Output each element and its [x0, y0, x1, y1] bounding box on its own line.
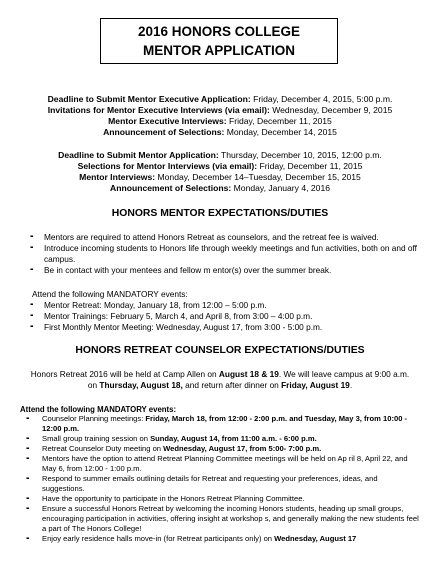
item-text: Mentors have the option to attend Retreat Planning Committee meetings will be held on Ap ril 8, April 22, and May 6, from 12:00 - 1:00 p.m.: [42, 454, 408, 473]
list-item: [26, 454, 420, 474]
bullet-icon: ▪▪: [26, 506, 29, 512]
list-item: [26, 494, 420, 504]
bullet-icon: ▪▪: [26, 496, 29, 502]
section-heading-mentor: HONORS MENTOR EXPECTATIONS/DUTIES: [111, 208, 329, 219]
event-detail: Monday, January 18, from 12:00 – 5:00 p.m.: [101, 300, 267, 310]
date-line: [0, 127, 440, 138]
list-item: [30, 300, 425, 311]
item-text: Retreat Counselor Duty meeting on: [42, 444, 164, 453]
event-name: Mentor Retreat:: [44, 300, 102, 310]
intro-text: . We will leave campus at 9:00 a.m.: [278, 369, 410, 379]
item-date: Wednesday, August 17: [274, 534, 357, 543]
list-item: [30, 311, 425, 322]
item-date: Wednesday, August 17, from 5:00- 7:00 p.m.: [163, 444, 322, 453]
bullet-icon: ▪▪: [30, 313, 33, 319]
list-item-text: Be in contact with your mentees and fellow m entor(s) over the summer break.: [44, 265, 332, 275]
date-value: Friday, December 11, 2015: [226, 116, 332, 126]
date-value: Friday, December 4, 2015, 5:00 p.m.: [250, 94, 393, 104]
bullet-icon: ▪▪: [30, 245, 33, 251]
intro-text: Honors Retreat 2016 will be held at Camp Allen on: [30, 369, 219, 379]
intro-text: on: [87, 380, 100, 390]
mentor-duties-list: [30, 232, 425, 276]
bullet-icon: ▪▪: [26, 456, 29, 462]
list-item-text: Mentors are required to attend Honors Retreat as counselors, and the retreat fee is waived.: [44, 232, 379, 242]
retreat-duties-list: [26, 414, 420, 544]
item-text: Have the opportunity to participate in the Honors Retreat Planning Committee.: [42, 494, 305, 503]
event-detail: Wednesday, August 17, from 3:00 - 5:00 p.m.: [153, 322, 323, 332]
retreat-intro: [20, 369, 420, 391]
bullet-icon: ▪▪: [26, 536, 29, 542]
bullet-icon: ▪▪: [26, 416, 29, 422]
item-text: Enjoy early residence halls move-in (for Retreat participants only) on: [42, 534, 275, 543]
intro-text: .: [349, 380, 353, 390]
date-value: Monday, December 14–Tuesday, December 15, 2015: [155, 172, 361, 182]
bullet-icon: ▪▪: [30, 234, 33, 240]
event-detail: February 5, March 4, and April 8, from 3:00 – 4:00 p.m.: [108, 311, 313, 321]
date-value: Thursday, December 10, 2015, 12:00 p.m.: [218, 150, 382, 160]
date-line: [0, 94, 440, 105]
bullet-icon: ▪▪: [26, 446, 29, 452]
date-line: [0, 183, 440, 194]
item-text: Counselor Planning meetings:: [42, 414, 146, 423]
item-date: Friday, March 18, from 12:00 - 2:00 p.m. and Tuesday, May 3, from 10:00 - 12:00 p.m.: [42, 414, 408, 433]
list-item: [26, 434, 420, 444]
intro-date: Thursday, August 18,: [99, 380, 183, 390]
intro-date: Friday, August 19: [281, 380, 350, 390]
item-text: Respond to summer emails outlining details for Retreat and requesting your preferences, ideas, and suggestions.: [42, 474, 378, 493]
bullet-icon: ▪▪: [30, 324, 33, 330]
date-label: Deadline to Submit Mentor Application:: [58, 150, 219, 160]
item-date: Sunday, August 14, from 11:00 a.m. - 6:00 p.m.: [150, 434, 317, 443]
event-name: Mentor Trainings:: [44, 311, 109, 321]
list-item: [30, 243, 425, 265]
mentor-events-list: [30, 300, 425, 333]
executive-dates: [0, 94, 440, 138]
mentor-dates: [0, 150, 440, 194]
intro-dates: August 18 & 19: [218, 369, 279, 379]
date-label: Announcement of Selections:: [103, 127, 225, 137]
list-item: [26, 414, 420, 434]
mandatory-label-2: Attend the following MANDATORY events:: [20, 405, 177, 414]
intro-text: and return after dinner on: [182, 380, 282, 390]
list-item: [30, 265, 425, 276]
date-label: Deadline to Submit Mentor Executive Application:: [47, 94, 251, 104]
event-name: First Monthly Mentor Meeting:: [44, 322, 154, 332]
list-item: [26, 474, 420, 494]
section-heading-retreat: HONORS RETREAT COUNSELOR EXPECTATIONS/DUTIES: [75, 345, 365, 356]
date-line: [0, 116, 440, 127]
date-value: Monday, January 4, 2016: [231, 183, 330, 193]
title-box: [100, 18, 338, 64]
bullet-icon: ▪▪: [26, 436, 29, 442]
list-item: [26, 504, 420, 534]
date-value: Friday, December 11, 2015: [257, 161, 363, 171]
date-line: [0, 105, 440, 116]
date-line: [0, 172, 440, 183]
list-item: [30, 322, 425, 333]
bullet-icon: ▪▪: [30, 267, 33, 273]
list-item-text: Introduce incoming students to Honors life through weekly meetings and fun activities, both on and off campus.: [44, 243, 417, 264]
date-label: Mentor Executive Interviews:: [108, 116, 227, 126]
mandatory-label-1: Attend the following MANDATORY events:: [32, 289, 188, 299]
date-line: [0, 161, 440, 172]
bullet-icon: ▪▪: [30, 302, 33, 308]
list-item: [26, 534, 420, 544]
list-item: [26, 444, 420, 454]
date-label: Selections for Mentor Interviews (via email):: [77, 161, 258, 171]
date-label: Mentor Interviews:: [79, 172, 156, 182]
item-text: Small group training session on: [42, 434, 151, 443]
bullet-icon: ▪▪: [26, 476, 29, 482]
intro-line-2: [20, 380, 420, 391]
date-line: [0, 150, 440, 161]
list-item: [30, 232, 425, 243]
item-text: Ensure a successful Honors Retreat by welcoming the incoming Honors students, heading up small groups, encouraging participation in activities, offering insight at workshop s, and generally making the new students feel a part of The Honors College!: [42, 504, 419, 533]
title-line-2: MENTOR APPLICATION: [142, 43, 295, 58]
date-label: Invitations for Mentor Executive Interviews (via email):: [47, 105, 270, 115]
date-value: Wednesday, December 9, 2015: [269, 105, 393, 115]
intro-line-1: [20, 369, 420, 380]
date-label: Announcement of Selections:: [109, 183, 232, 193]
date-value: Monday, December 14, 2015: [224, 127, 337, 137]
title-line-1: 2016 HONORS COLLEGE: [137, 24, 301, 39]
